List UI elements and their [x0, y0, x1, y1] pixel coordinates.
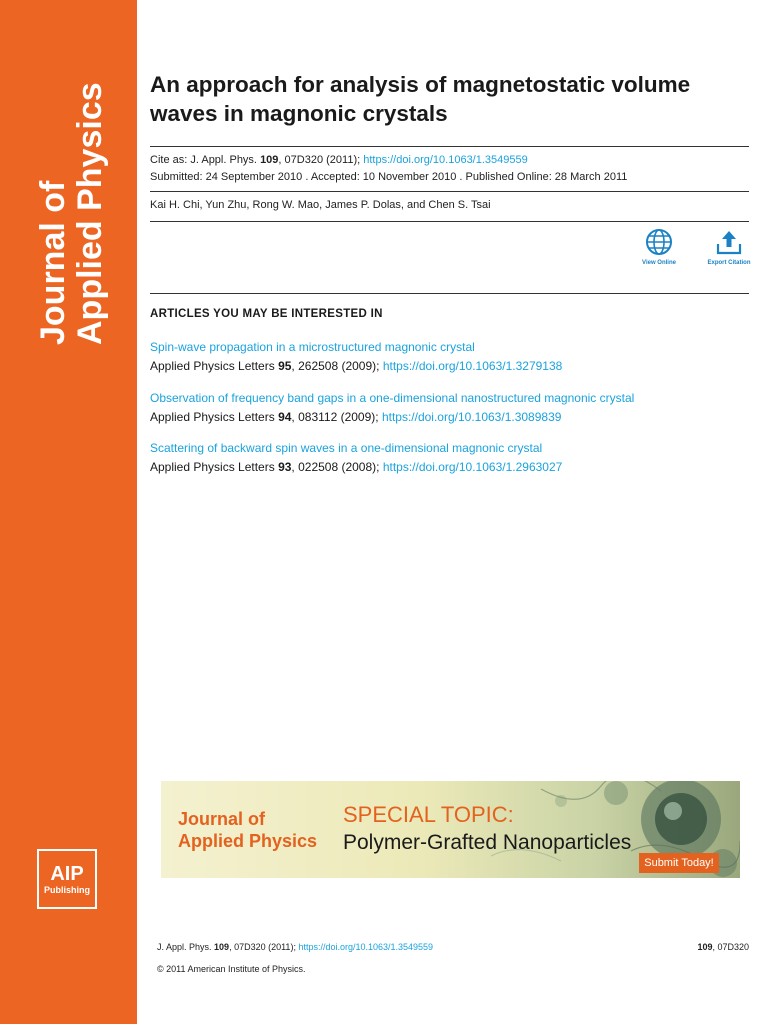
banner-journal-line2: Applied Physics [178, 831, 318, 851]
related-journal: Applied Physics Letters [150, 359, 279, 373]
related-volume: 95 [278, 359, 292, 373]
divider [150, 146, 749, 147]
article-doi-link[interactable]: https://doi.org/10.1063/1.3549559 [363, 154, 528, 166]
related-journal: Applied Physics Letters [150, 460, 279, 474]
related-doi-link[interactable]: https://doi.org/10.1063/1.3089839 [381, 410, 562, 424]
related-pages: , 022508 (2008); [291, 460, 383, 474]
copyright-notice: © 2011 American Institute of Physics. [157, 964, 306, 974]
related-article-title-link[interactable]: Observation of frequency band gaps in a one-dimensional nanostructured magnonic crystal [150, 391, 635, 405]
divider [150, 191, 749, 192]
divider [150, 293, 749, 294]
cite-rest: , 07D320 (2011); [278, 154, 364, 166]
article-title: An approach for analysis of magnetostatic volume waves in magnonic crystals [150, 72, 691, 126]
publishing-logo-text: Publishing [44, 885, 90, 895]
banner-journal-name [178, 808, 317, 852]
related-article [150, 389, 750, 427]
globe-icon [645, 228, 673, 256]
related-article-citation [150, 357, 750, 376]
citation-line [150, 152, 528, 168]
publication-dates: Submitted: 24 September 2010 . Accepted: 10 November 2010 . Published Online: 28 March 2011 [150, 171, 628, 183]
cite-prefix: Cite as: J. Appl. Phys. [150, 154, 261, 166]
footer-cite-volume: 109 [214, 942, 230, 952]
special-topic-banner[interactable] [161, 781, 740, 878]
submit-today-button[interactable]: Submit Today! [639, 853, 719, 873]
related-pages: , 083112 (2009); [291, 410, 382, 424]
aip-logo-text: AIP [50, 863, 84, 885]
related-article-title-link[interactable]: Spin-wave propagation in a microstructured magnonic crystal [150, 340, 475, 354]
authors-line: Kai H. Chi, Yun Zhu, Rong W. Mao, James P. Dolas, and Chen S. Tsai [150, 199, 491, 211]
related-pages: , 262508 (2009); [291, 359, 383, 373]
view-online-label: View Online [642, 260, 676, 266]
related-volume: 94 [278, 410, 292, 424]
upload-icon [715, 228, 743, 256]
footer-citation [157, 941, 433, 953]
cite-volume: 109 [260, 154, 279, 166]
related-doi-link[interactable]: https://doi.org/10.1063/1.2963027 [382, 460, 563, 474]
footer-doi-link[interactable]: https://doi.org/10.1063/1.3549559 [298, 942, 434, 952]
journal-name-vertical [35, 45, 109, 345]
related-articles-heading: ARTICLES YOU MAY BE INTERESTED IN [150, 308, 383, 320]
journal-name-line2: Applied Physics [71, 82, 109, 345]
view-online-button[interactable] [632, 228, 686, 266]
related-article [150, 338, 750, 376]
related-article-title-link[interactable]: Scattering of backward spin waves in a one-dimensional magnonic crystal [150, 441, 543, 455]
related-doi-link[interactable]: https://doi.org/10.1063/1.3279138 [382, 359, 563, 373]
related-volume: 93 [278, 460, 292, 474]
related-article-citation [150, 408, 750, 427]
footer-page-id [697, 941, 749, 953]
export-citation-label: Export Citation [707, 260, 751, 266]
footer-cite-prefix: J. Appl. Phys. [157, 942, 215, 952]
banner-special-topic-label: SPECIAL TOPIC: [343, 802, 514, 827]
journal-name-line1: Journal of [34, 180, 72, 345]
related-journal: Applied Physics Letters [150, 410, 279, 424]
related-article [150, 439, 750, 477]
footer-cite-rest: , 07D320 (2011); [229, 942, 299, 952]
footer-page-number: , 07D320 [712, 942, 749, 952]
journal-sidebar [0, 0, 137, 1024]
divider [150, 221, 749, 222]
aip-publishing-logo[interactable] [37, 849, 97, 909]
banner-topic-title: Polymer-Grafted Nanoparticles [343, 831, 632, 854]
footer-page-volume: 109 [697, 942, 713, 952]
related-article-citation [150, 458, 750, 477]
banner-journal-line1: Journal of [178, 809, 266, 829]
export-citation-button[interactable] [701, 228, 757, 266]
